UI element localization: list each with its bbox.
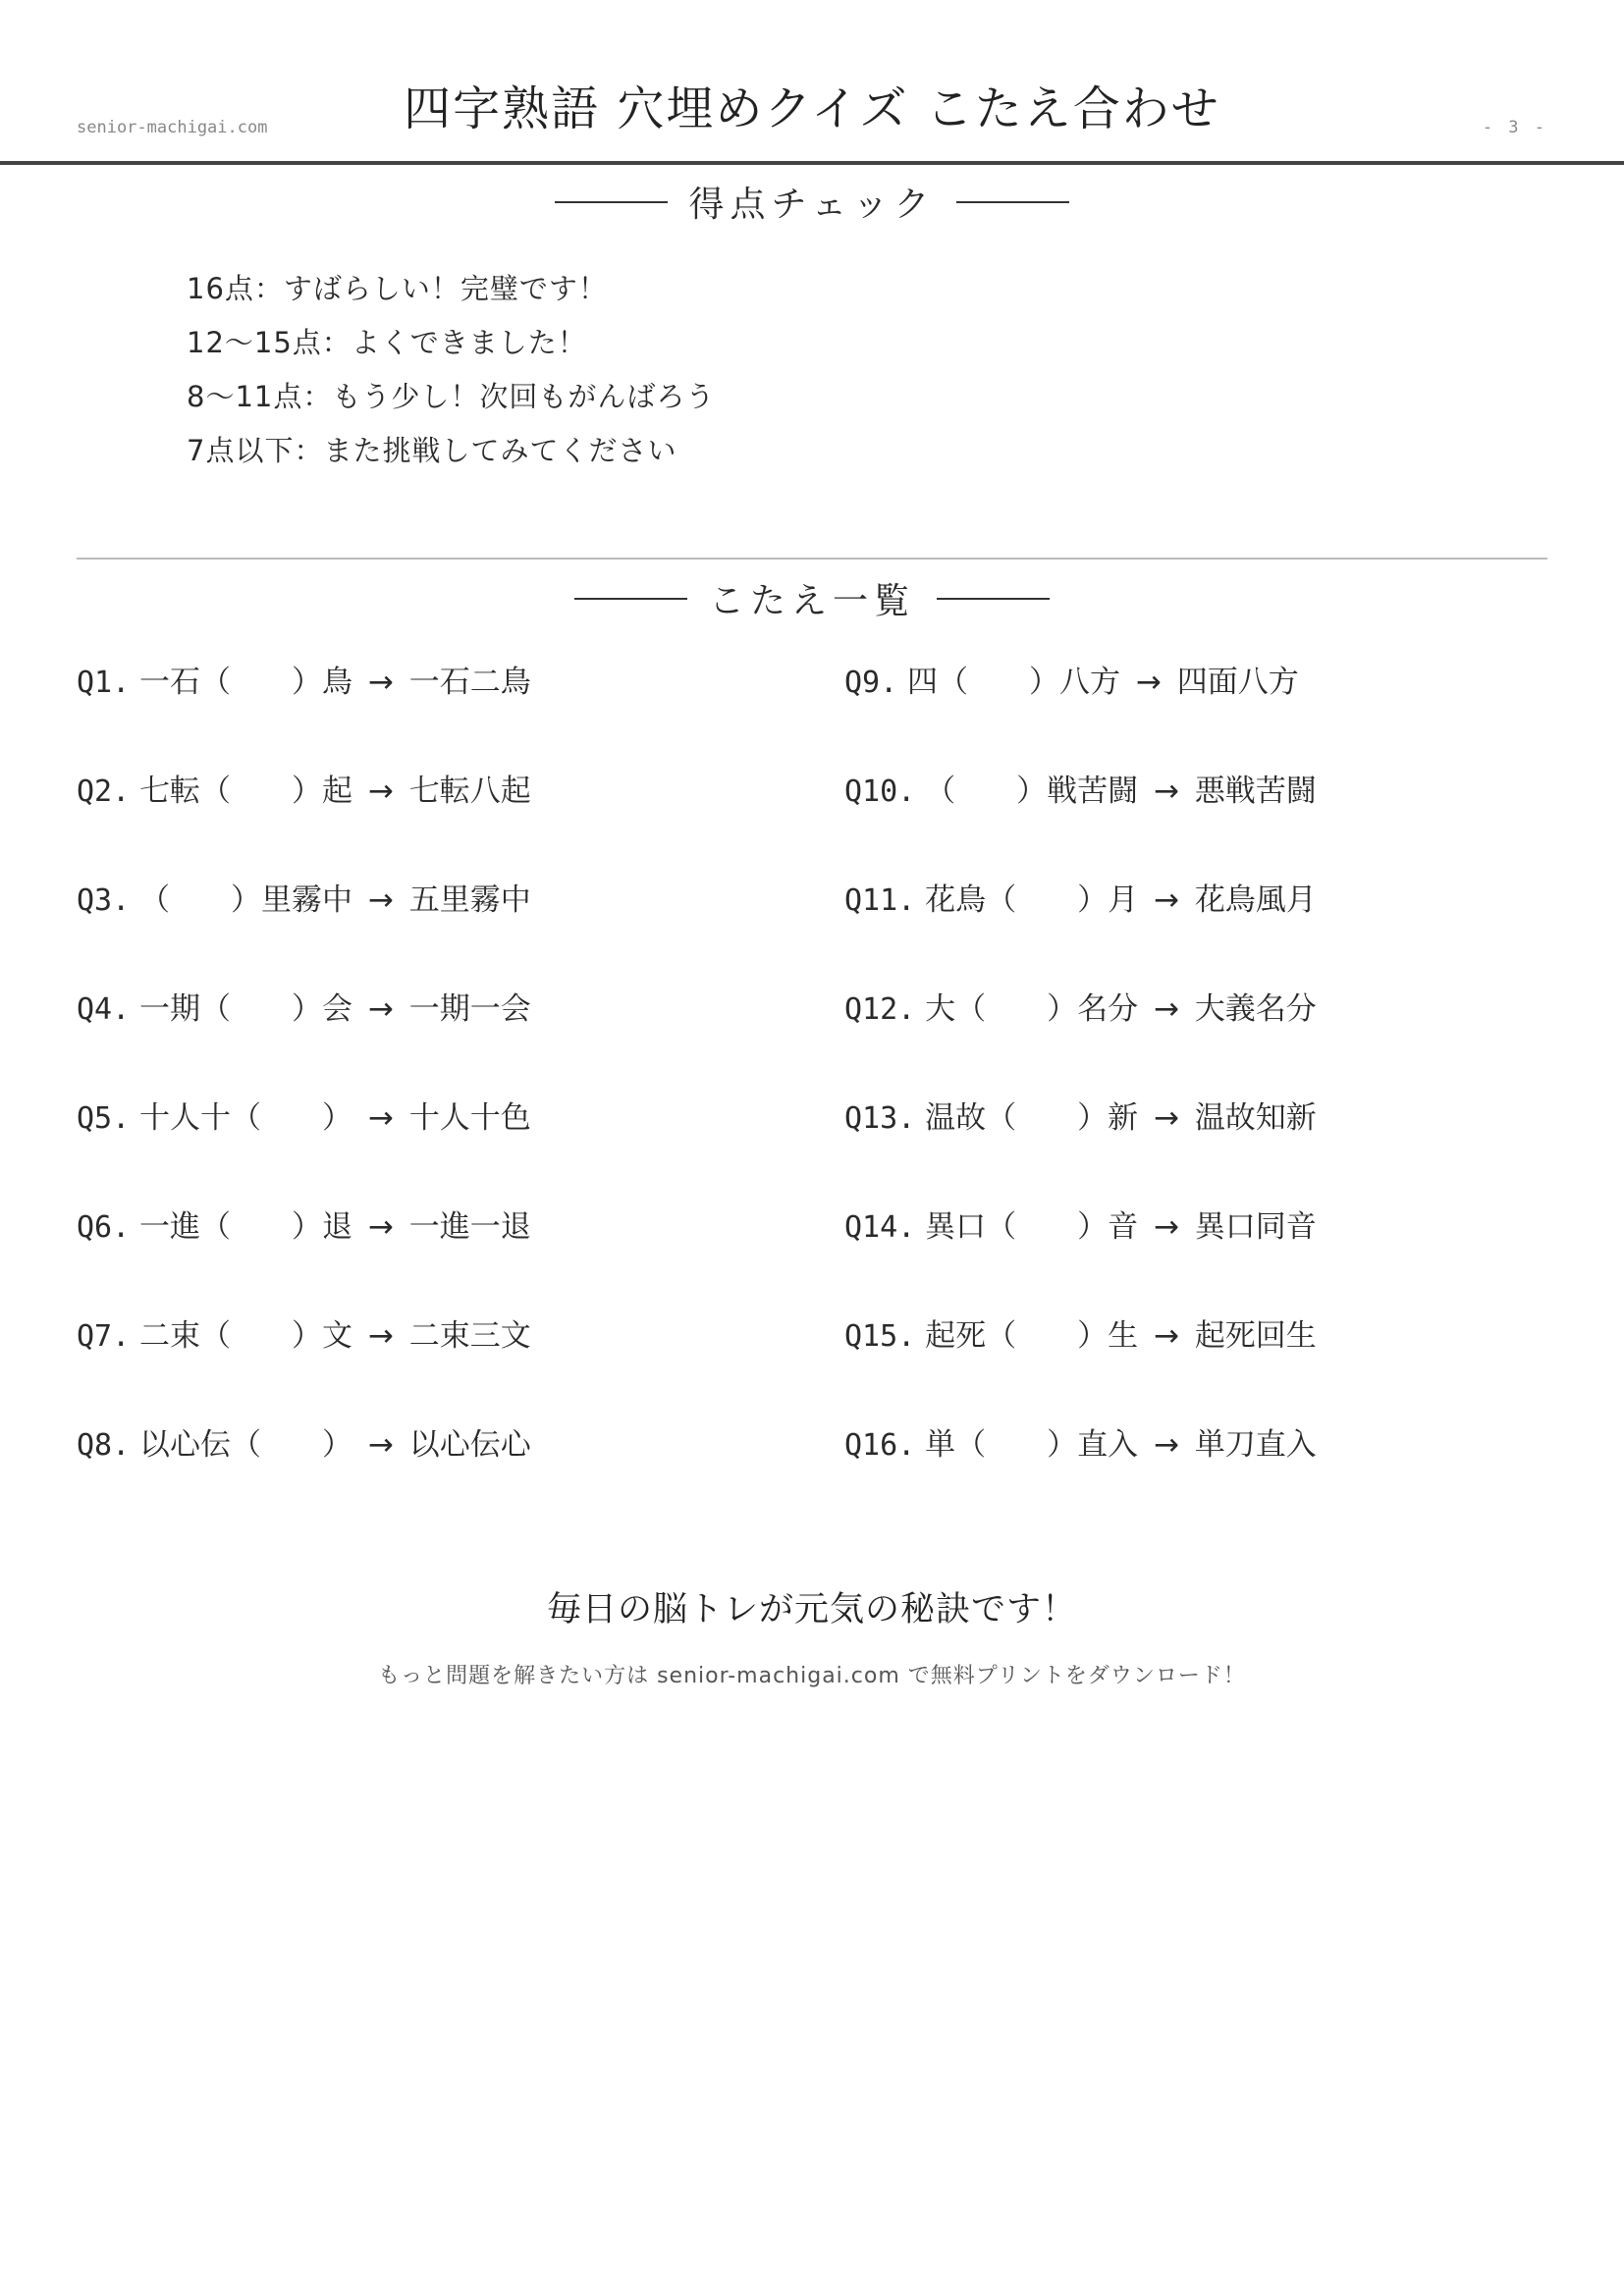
answers-heading [0, 573, 1624, 623]
site-url: senior-machigai.com [77, 118, 268, 137]
question-text: （ ）里霧中 [139, 882, 353, 918]
answer-text: 異口同音 [1194, 1209, 1317, 1245]
score-guide-item: 16点：すばらしい！完璧です！ [187, 272, 608, 305]
answer-text: 一石二鳥 [408, 665, 531, 700]
arrow-icon: → [367, 882, 394, 918]
answer-row [844, 658, 1532, 767]
heading-dash-left [555, 201, 668, 203]
question-text: 十人十（ ） [139, 1100, 353, 1136]
answer-text: 単刀直入 [1194, 1427, 1317, 1463]
question-number: Q12. [844, 992, 916, 1027]
arrow-icon: → [367, 991, 394, 1027]
arrow-icon: → [367, 774, 394, 809]
answer-row [77, 1311, 844, 1420]
footer-note: もっと問題を解きたい方は senior-machigai.com で無料プリントをダウンロード！ [378, 1664, 1246, 1688]
question-text: 花鳥（ ）月 [925, 882, 1139, 918]
question-number: Q3. [77, 883, 131, 918]
arrow-icon: → [1153, 1100, 1179, 1136]
arrow-icon: → [1153, 774, 1179, 809]
answer-row [844, 1094, 1532, 1202]
answer-text: 四面八方 [1176, 665, 1299, 700]
question-number: Q13. [844, 1101, 916, 1136]
question-number: Q8. [77, 1428, 131, 1463]
section-divider [77, 558, 1547, 560]
answer-text: 悪戦苦闘 [1194, 774, 1317, 809]
question-text: 大（ ）名分 [925, 991, 1139, 1027]
arrow-icon: → [367, 1427, 394, 1463]
heading-dash-left [574, 598, 687, 600]
arrow-icon: → [1153, 882, 1179, 918]
question-number: Q4. [77, 992, 131, 1027]
question-text: 起死（ ）生 [925, 1318, 1139, 1354]
heading-dash-right [956, 201, 1069, 203]
answer-text: 二束三文 [408, 1318, 531, 1354]
question-number: Q9. [844, 666, 898, 700]
answer-row [844, 985, 1532, 1094]
arrow-icon: → [367, 1318, 394, 1354]
arrow-icon: → [1135, 665, 1162, 700]
answer-text: 一進一退 [408, 1209, 531, 1245]
question-text: 四（ ）八方 [907, 665, 1121, 700]
question-text: 二束（ ）文 [139, 1318, 353, 1354]
question-number: Q6. [77, 1210, 131, 1245]
answer-text: 起死回生 [1194, 1318, 1317, 1354]
answer-text: 以心伝心 [408, 1427, 531, 1463]
page-title: 四字熟語 穴埋めクイズ こたえ合わせ [404, 81, 1220, 137]
answers-title: こたえ一覧 [708, 581, 915, 621]
question-text: 温故（ ）新 [925, 1100, 1139, 1136]
question-number: Q10. [844, 774, 916, 809]
question-text: 一石（ ）鳥 [139, 665, 353, 700]
question-number: Q2. [77, 774, 131, 809]
question-number: Q15. [844, 1319, 916, 1354]
question-text: 異口（ ）音 [925, 1209, 1139, 1245]
question-text: （ ）戦苦闘 [925, 774, 1139, 809]
question-number: Q14. [844, 1210, 916, 1245]
score-check-title: 得点チェック [688, 185, 936, 225]
answer-text: 花鳥風月 [1194, 882, 1317, 918]
question-number: Q5. [77, 1101, 131, 1136]
question-text: 以心伝（ ） [139, 1427, 353, 1463]
answer-text: 十人十色 [408, 1100, 531, 1136]
score-guide-item: 8〜11点：もう少し！次回もがんばろう [187, 380, 716, 413]
arrow-icon: → [367, 1100, 394, 1136]
answer-row [844, 1311, 1532, 1420]
score-guide-list [187, 265, 715, 481]
answer-text: 温故知新 [1194, 1100, 1317, 1136]
answer-row [77, 985, 844, 1094]
motto: 毎日の脳トレが元気の秘訣です！ [546, 1590, 1077, 1629]
question-number: Q16. [844, 1428, 916, 1463]
question-number: Q1. [77, 666, 131, 700]
answer-row [77, 767, 844, 876]
answer-list [77, 658, 1549, 1529]
heading-dash-right [937, 598, 1050, 600]
question-text: 七転（ ）起 [139, 774, 353, 809]
page-number: - 3 - [1482, 118, 1547, 137]
arrow-icon: → [1153, 991, 1179, 1027]
arrow-icon: → [1153, 1427, 1179, 1463]
arrow-icon: → [367, 665, 394, 700]
answer-text: 七転八起 [408, 774, 531, 809]
answer-text: 一期一会 [408, 991, 531, 1027]
answer-row [844, 767, 1532, 876]
answer-row [844, 1420, 1532, 1529]
question-text: 一期（ ）会 [139, 991, 353, 1027]
arrow-icon: → [1153, 1209, 1179, 1245]
score-check-heading [0, 177, 1624, 227]
answer-row [77, 1094, 844, 1202]
answer-row [77, 1202, 844, 1311]
question-text: 一進（ ）退 [139, 1209, 353, 1245]
score-guide-item: 12〜15点：よくできました！ [187, 326, 587, 359]
answer-text: 大義名分 [1194, 991, 1317, 1027]
answer-row [844, 1202, 1532, 1311]
answer-row [77, 658, 844, 767]
answer-text: 五里霧中 [408, 882, 531, 918]
arrow-icon: → [1153, 1318, 1179, 1354]
answer-row [77, 876, 844, 985]
question-text: 単（ ）直入 [925, 1427, 1139, 1463]
score-guide-item: 7点以下：また挑戦してみてください [187, 434, 677, 467]
header-rule [0, 161, 1624, 165]
answer-row [77, 1420, 844, 1529]
question-number: Q7. [77, 1319, 131, 1354]
arrow-icon: → [367, 1209, 394, 1245]
question-number: Q11. [844, 883, 916, 918]
answer-row [844, 876, 1532, 985]
